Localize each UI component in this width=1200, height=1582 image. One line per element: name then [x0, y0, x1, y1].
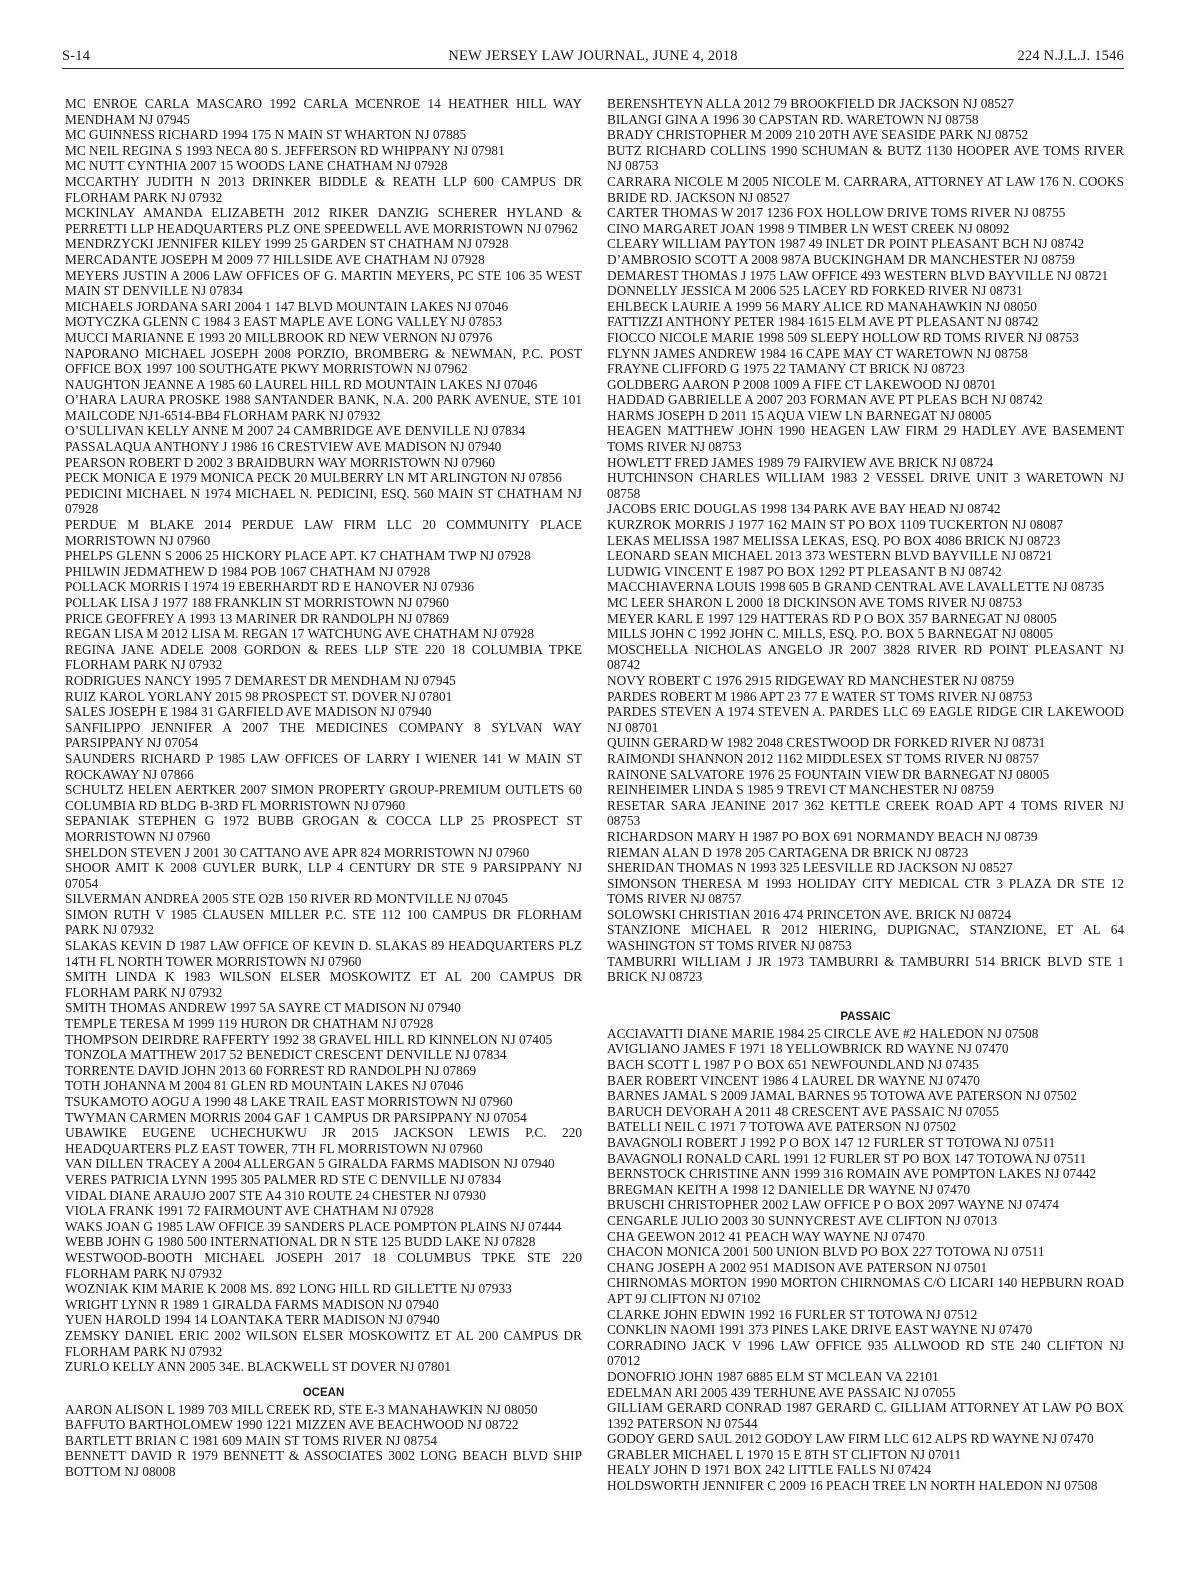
directory-entry: TAMBURRI WILLIAM J JR 1973 TAMBURRI & TAMBURRI 514 BRICK BLVD STE 1 BRICK NJ 08723: [607, 953, 1124, 985]
directory-entry: FIOCCO NICOLE MARIE 1998 509 SLEEPY HOLLOW RD TOMS RIVER NJ 08753: [607, 329, 1079, 345]
directory-entry: WESTWOOD-BOOTH MICHAEL JOSEPH 2017 18 COLUMBUS TPKE STE 220 FLORHAM PARK NJ 07932: [65, 1249, 582, 1281]
directory-entry: PERDUE M BLAKE 2014 PERDUE LAW FIRM LLC 20 COMMUNITY PLACE MORRISTOWN NJ 07960: [65, 517, 582, 548]
section-title-passaic: PASSAIC: [840, 1010, 891, 1023]
directory-entry: SALES JOSEPH E 1984 31 GARFIELD AVE MADISON NJ 07940: [65, 704, 432, 720]
directory-entry: BATELLI NEIL C 1971 7 TOTOWA AVE PATERSON NJ 07502: [607, 1119, 957, 1135]
directory-entry: BAFFUTO BARTHOLOMEW 1990 1221 MIZZEN AVE BEACHWOOD NJ 08722: [65, 1417, 519, 1433]
directory-entry: VIOLA FRANK 1991 72 FAIRMOUNT AVE CHATHAM NJ 07928: [65, 1203, 434, 1219]
directory-entry: SAUNDERS RICHARD P 1985 LAW OFFICES OF LARRY I WIENER 141 W MAIN ST ROCKAWAY NJ 07866: [65, 750, 582, 782]
directory-entry: RAINONE SALVATORE 1976 25 FOUNTAIN VIEW DR BARNEGAT NJ 08005: [607, 766, 1050, 782]
directory-entry: PECK MONICA E 1979 MONICA PECK 20 MULBERRY LN MT ARLINGTON NJ 07856: [65, 470, 562, 486]
directory-entry: HEAGEN MATTHEW JOHN 1990 HEAGEN LAW FIRM 29 HADLEY AVE BASEMENT TOMS RIVER NJ 08753: [607, 423, 1124, 455]
directory-entry: CENGARLE JULIO 2003 30 SUNNYCREST AVE CLIFTON NJ 07013: [607, 1212, 998, 1228]
directory-entry: CINO MARGARET JOAN 1998 9 TIMBER LN WEST CREEK NJ 08092: [607, 220, 1010, 236]
directory-entry: MCCARTHY JUDITH N 2013 DRINKER BIDDLE & REATH LLP 600 CAMPUS DR FLORHAM PARK NJ 07932: [65, 173, 582, 205]
journal-citation: 224 N.J.L.J. 1546: [1017, 48, 1124, 64]
directory-entry: AARON ALISON L 1989 703 MILL CREEK RD, STE E-3 MANAHAWKIN NJ 08050: [65, 1401, 538, 1417]
directory-entry: BERNSTOCK CHRISTINE ANN 1999 316 ROMAIN AVE POMPTON LAKES NJ 07442: [607, 1166, 1097, 1182]
directory-entry: FRAYNE CLIFFORD G 1975 22 TAMANY CT BRICK NJ 08723: [607, 361, 965, 377]
directory-entry: REINHEIMER LINDA S 1985 9 TREVI CT MANCHESTER NJ 08759: [607, 782, 994, 798]
directory-entry: BENNETT DAVID R 1979 BENNETT & ASSOCIATES 3002 LONG BEACH BLVD SHIP BOTTOM NJ 08008: [65, 1448, 582, 1480]
directory-entry: NOVY ROBERT C 1976 2915 RIDGEWAY RD MANCHESTER NJ 08759: [607, 672, 1015, 688]
directory-entry: BAER ROBERT VINCENT 1986 4 LAUREL DR WAYNE NJ 07470: [607, 1072, 980, 1088]
directory-entry: MEYER KARL E 1997 129 HATTERAS RD P O BOX 357 BARNEGAT NJ 08005: [607, 610, 1057, 626]
directory-entry: TONZOLA MATTHEW 2017 52 BENEDICT CRESCENT DENVILLE NJ 07834: [65, 1047, 507, 1063]
directory-entry: SILVERMAN ANDREA 2005 STE O2B 150 RIVER RD MONTVILLE NJ 07045: [65, 891, 508, 907]
directory-entry: MILLS JOHN C 1992 JOHN C. MILLS, ESQ. P.O. BOX 5 BARNEGAT NJ 08005: [607, 626, 1053, 642]
directory-entry: CONKLIN NAOMI 1991 373 PINES LAKE DRIVE EAST WAYNE NJ 07470: [607, 1322, 1033, 1338]
directory-entry: PARDES ROBERT M 1986 APT 23 77 E WATER ST TOMS RIVER NJ 08753: [607, 688, 1033, 704]
directory-entry: ZURLO KELLY ANN 2005 34E. BLACKWELL ST DOVER NJ 07801: [65, 1359, 451, 1375]
directory-entry: WEBB JOHN G 1980 500 INTERNATIONAL DR N STE 125 BUDD LAKE NJ 07828: [65, 1234, 536, 1250]
directory-entry: CHA GEEWON 2012 41 PEACH WAY WAYNE NJ 07470: [607, 1228, 925, 1244]
left-section2-entries: [65, 1402, 582, 1480]
directory-entry: GRABLER MICHAEL L 1970 15 E 8TH ST CLIFTON NJ 07011: [607, 1446, 962, 1462]
directory-entry: BAVAGNOLI ROBERT J 1992 P O BOX 147 12 FURLER ST TOTOWA NJ 07511: [607, 1135, 1056, 1150]
directory-entry: LEONARD SEAN MICHAEL 2013 373 WESTERN BLVD BAYVILLE NJ 08721: [607, 548, 1053, 564]
directory-entry: MENDRZYCKI JENNIFER KILEY 1999 25 GARDEN ST CHATHAM NJ 07928: [65, 236, 509, 252]
directory-entry: EDELMAN ARI 2005 439 TERHUNE AVE PASSAIC NJ 07055: [607, 1384, 956, 1400]
directory-entry: RESETAR SARA JEANINE 2017 362 KETTLE CREEK ROAD APT 4 TOMS RIVER NJ 08753: [607, 797, 1124, 829]
page-header: [62, 48, 1124, 70]
directory-entry: SLAKAS KEVIN D 1987 LAW OFFICE OF KEVIN D. SLAKAS 89 HEADQUARTERS PLZ 14TH FL NORTH TOWER MORRISTOWN NJ 07960: [65, 938, 582, 969]
directory-entry: PRICE GEOFFREY A 1993 13 MARINER DR RANDOLPH NJ 07869: [65, 610, 450, 626]
directory-entry: SEPANIAK STEPHEN G 1972 BUBB GROGAN & COCCA LLP 25 PROSPECT ST MORRISTOWN NJ 07960: [65, 813, 582, 844]
directory-entry: MUCCI MARIANNE E 1993 20 MILLBROOK RD NEW VERNON NJ 07976: [65, 329, 493, 345]
journal-title: NEW JERSEY LAW JOURNAL, JUNE 4, 2018: [448, 48, 738, 64]
directory-entry: MACCHIAVERNA LOUIS 1998 605 B GRAND CENTRAL AVE LAVALLETTE NJ 08735: [607, 579, 1105, 595]
directory-entry: TWYMAN CARMEN MORRIS 2004 GAF 1 CAMPUS DR PARSIPPANY NJ 07054: [65, 1109, 527, 1125]
directory-entry: DONNELLY JESSICA M 2006 525 LACEY RD FORKED RIVER NJ 08731: [607, 283, 1023, 299]
directory-entry: HADDAD GABRIELLE A 2007 203 FORMAN AVE PT PLEAS BCH NJ 08742: [607, 392, 1043, 408]
directory-entry: HOWLETT FRED JAMES 1989 79 FAIRVIEW AVE BRICK NJ 08724: [607, 454, 994, 470]
header-rule: [62, 68, 1124, 69]
directory-entry: CHIRNOMAS MORTON 1990 MORTON CHIRNOMAS C/O LICARI 140 HEPBURN ROAD APT 9J CLIFTON NJ 07102: [607, 1275, 1124, 1306]
directory-entry: NAUGHTON JEANNE A 1985 60 LAUREL HILL RD MOUNTAIN LAKES NJ 07046: [65, 376, 538, 392]
directory-entry: MC NUTT CYNTHIA 2007 15 WOODS LANE CHATHAM NJ 07928: [65, 158, 448, 174]
directory-entry: PHELPS GLENN S 2006 25 HICKORY PLACE APT. K7 CHATHAM TWP NJ 07928: [65, 548, 531, 564]
directory-entry: VIDAL DIANE ARAUJO 2007 STE A4 310 ROUTE 24 CHESTER NJ 07930: [65, 1187, 486, 1203]
directory-entry: QUINN GERARD W 1982 2048 CRESTWOOD DR FORKED RIVER NJ 08731: [607, 735, 1046, 751]
directory-entry: PASSALAQUA ANTHONY J 1986 16 CRESTVIEW AVE MADISON NJ 07940: [65, 439, 502, 455]
section-title-ocean: OCEAN: [302, 1386, 345, 1399]
directory-entry: DEMAREST THOMAS J 1975 LAW OFFICE 493 WESTERN BLVD BAYVILLE NJ 08721: [607, 267, 1109, 283]
directory-entry: REGINA JANE ADELE 2008 GORDON & REES LLP STE 220 18 COLUMBIA TPKE FLORHAM PARK NJ 07932: [65, 641, 582, 673]
directory-entry: MC ENROE CARLA MASCARO 1992 CARLA MCENROE 14 HEATHER HILL WAY MENDHAM NJ 07945: [65, 96, 582, 127]
directory-entry: NAPORANO MICHAEL JOSEPH 2008 PORZIO, BROMBERG & NEWMAN, P.C. POST OFFICE BOX 1997 100 SOUTHGATE PKWY MORRISTOWN NJ 07962: [65, 345, 582, 377]
left-column: [65, 96, 582, 1480]
right-column: [607, 96, 1124, 1494]
directory-entry: WAKS JOAN G 1985 LAW OFFICE 39 SANDERS PLACE POMPTON PLAINS NJ 07444: [65, 1218, 562, 1234]
directory-entry: SHELDON STEVEN J 2001 30 CATTANO AVE APR 824 MORRISTOWN NJ 07960: [65, 844, 530, 860]
directory-entry: TORRENTE DAVID JOHN 2013 60 FORREST RD RANDOLPH NJ 07869: [65, 1062, 477, 1078]
directory-entry: CARTER THOMAS W 2017 1236 FOX HOLLOW DRIVE TOMS RIVER NJ 08755: [607, 205, 1066, 221]
directory-entry: SCHULTZ HELEN AERTKER 2007 SIMON PROPERTY GROUP-PREMIUM OUTLETS 60 COLUMBIA RD BLDG B-3RD FL MORRISTOWN NJ 07960: [65, 782, 582, 813]
directory-entry: CARRARA NICOLE M 2005 NICOLE M. CARRARA, ATTORNEY AT LAW 176 N. COOKS BRIDE RD. JACKSON NJ 08527: [607, 173, 1124, 205]
directory-entry: RUIZ KAROL YORLANY 2015 98 PROSPECT ST. DOVER NJ 07801: [65, 688, 453, 704]
directory-entry: BARUCH DEVORAH A 2011 48 CRESCENT AVE PASSAIC NJ 07055: [607, 1103, 999, 1119]
directory-entry: BILANGI GINA A 1996 30 CAPSTAN RD. WARETOWN NJ 08758: [607, 111, 979, 127]
directory-entry: WOZNIAK KIM MARIE K 2008 MS. 892 LONG HILL RD GILLETTE NJ 07933: [65, 1281, 512, 1297]
right-section2-entries: [607, 1026, 1124, 1494]
directory-entry: CHACON MONICA 2001 500 UNION BLVD PO BOX 227 TOTOWA NJ 07511: [607, 1244, 1045, 1260]
directory-entry: MC NEIL REGINA S 1993 NECA 80 S. JEFFERSON RD WHIPPANY NJ 07981: [65, 142, 505, 158]
directory-entry: BAVAGNOLI RONALD CARL 1991 12 FURLER ST PO BOX 147 TOTOWA NJ 07511: [607, 1150, 1087, 1166]
directory-entry: CLEARY WILLIAM PAYTON 1987 49 INLET DR POINT PLEASANT BCH NJ 08742: [607, 236, 1085, 252]
directory-entry: BREGMAN KEITH A 1998 12 DANIELLE DR WAYNE NJ 07470: [607, 1181, 971, 1197]
directory-entry: SMITH LINDA K 1983 WILSON ELSER MOSKOWITZ ET AL 200 CAMPUS DR FLORHAM PARK NJ 07932: [65, 969, 582, 1000]
directory-entry: BERENSHTEYN ALLA 2012 79 BROOKFIELD DR JACKSON NJ 08527: [607, 96, 1015, 111]
directory-entry: CORRADINO JACK V 1996 LAW OFFICE 935 ALLWOOD RD STE 240 CLIFTON NJ 07012: [607, 1337, 1124, 1369]
directory-entry: JACOBS ERIC DOUGLAS 1998 134 PARK AVE BAY HEAD NJ 08742: [607, 501, 1001, 517]
directory-entry: MC LEER SHARON L 2000 18 DICKINSON AVE TOMS RIVER NJ 08753: [607, 595, 1023, 610]
directory-entry: BARTLETT BRIAN C 1981 609 MAIN ST TOMS RIVER NJ 08754: [65, 1432, 438, 1448]
directory-entry: TEMPLE TERESA M 1999 119 HURON DR CHATHAM NJ 07928: [65, 1016, 434, 1032]
directory-entry: THOMPSON DEIRDRE RAFFERTY 1992 38 GRAVEL HILL RD KINNELON NJ 07405: [65, 1031, 553, 1047]
directory-entry: SIMON RUTH V 1985 CLAUSEN MILLER P.C. STE 112 100 CAMPUS DR FLORHAM PARK NJ 07932: [65, 906, 582, 938]
directory-entry: STANZIONE MICHAEL R 2012 HIERING, DUPIGNAC, STANZIONE, ET AL 64 WASHINGTON ST TOMS RIVER NJ 08753: [607, 922, 1124, 954]
directory-entry: LEKAS MELISSA 1987 MELISSA LEKAS, ESQ. PO BOX 4086 BRICK NJ 08723: [607, 532, 1061, 548]
directory-entry: LUDWIG VINCENT E 1987 PO BOX 1292 PT PLEASANT B NJ 08742: [607, 563, 1002, 579]
directory-entry: MICHAELS JORDANA SARI 2004 1 147 BLVD MOUNTAIN LAKES NJ 07046: [65, 298, 509, 314]
directory-entry: MERCADANTE JOSEPH M 2009 77 HILLSIDE AVE CHATHAM NJ 07928: [65, 251, 485, 267]
directory-entry: RICHARDSON MARY H 1987 PO BOX 691 NORMANDY BEACH NJ 08739: [607, 828, 1038, 844]
directory-entry: ACCIAVATTI DIANE MARIE 1984 25 CIRCLE AVE #2 HALEDON NJ 07508: [607, 1025, 1039, 1041]
directory-entry: HUTCHINSON CHARLES WILLIAM 1983 2 VESSEL DRIVE UNIT 3 WARETOWN NJ 08758: [607, 470, 1124, 501]
directory-entry: POLLAK LISA J 1977 188 FRANKLIN ST MORRISTOWN NJ 07960: [65, 595, 450, 610]
directory-entry: SHERIDAN THOMAS N 1993 325 LEESVILLE RD JACKSON NJ 08527: [607, 860, 1013, 876]
directory-entry: BRADY CHRISTOPHER M 2009 210 20TH AVE SEASIDE PARK NJ 08752: [607, 127, 1029, 143]
directory-entry: WRIGHT LYNN R 1989 1 GIRALDA FARMS MADISON NJ 07940: [65, 1296, 439, 1312]
directory-entry: AVIGLIANO JAMES F 1971 18 YELLOWBRICK RD WAYNE NJ 07470: [607, 1041, 1009, 1057]
directory-entry: MOTYCZKA GLENN C 1984 3 EAST MAPLE AVE LONG VALLEY NJ 07853: [65, 314, 502, 330]
left-entries: [65, 96, 582, 1375]
directory-entry: SOLOWSKI CHRISTIAN 2016 474 PRINCETON AVE. BRICK NJ 08724: [607, 906, 1011, 922]
directory-entry: POLLACK MORRIS I 1974 19 EBERHARDT RD E HANOVER NJ 07936: [65, 579, 475, 595]
directory-entry: BRUSCHI CHRISTOPHER 2002 LAW OFFICE P O BOX 2097 WAYNE NJ 07474: [607, 1197, 1059, 1213]
directory-entry: UBAWIKE EUGENE UCHECHUKWU JR 2015 JACKSON LEWIS P.C. 220 HEADQUARTERS PLZ EAST TOWER, 7TH FL MORRISTOWN NJ 07960: [65, 1125, 582, 1156]
directory-entry: VERES PATRICIA LYNN 1995 305 PALMER RD STE C DENVILLE NJ 07834: [65, 1171, 502, 1187]
directory-entry: TOTH JOHANNA M 2004 81 GLEN RD MOUNTAIN LAKES NJ 07046: [65, 1078, 464, 1094]
directory-entry: RODRIGUES NANCY 1995 7 DEMAREST DR MENDHAM NJ 07945: [65, 672, 456, 688]
directory-entry: KURZROK MORRIS J 1977 162 MAIN ST PO BOX 1109 TUCKERTON NJ 08087: [607, 517, 1064, 533]
directory-entry: SMITH THOMAS ANDREW 1997 5A SAYRE CT MADISON NJ 07940: [65, 1000, 461, 1016]
directory-entry: RIEMAN ALAN D 1978 205 CARTAGENA DR BRICK NJ 08723: [607, 844, 969, 860]
directory-entry: PEDICINI MICHAEL N 1974 MICHAEL N. PEDICINI, ESQ. 560 MAIN ST CHATHAM NJ 07928: [65, 485, 582, 517]
directory-entry: FATTIZZI ANTHONY PETER 1984 1615 ELM AVE PT PLEASANT NJ 08742: [607, 314, 1039, 330]
directory-entry: HOLDSWORTH JENNIFER C 2009 16 PEACH TREE LN NORTH HALEDON NJ 07508: [607, 1478, 1098, 1494]
directory-entry: O’SULLIVAN KELLY ANNE M 2007 24 CAMBRIDGE AVE DENVILLE NJ 07834: [65, 423, 526, 439]
directory-entry: SANFILIPPO JENNIFER A 2007 THE MEDICINES COMPANY 8 SYLVAN WAY PARSIPPANY NJ 07054: [65, 719, 582, 751]
directory-entry: GODOY GERD SAUL 2012 GODOY LAW FIRM LLC 612 ALPS RD WAYNE NJ 07470: [607, 1431, 1094, 1447]
directory-entry: TSUKAMOTO AOGU A 1990 48 LAKE TRAIL EAST MORRISTOWN NJ 07960: [65, 1094, 513, 1109]
directory-entry: GILLIAM GERARD CONRAD 1987 GERARD C. GILLIAM ATTORNEY AT LAW PO BOX 1392 PATERSON NJ 07544: [607, 1400, 1124, 1431]
directory-entry: BUTZ RICHARD COLLINS 1990 SCHUMAN & BUTZ 1130 HOOPER AVE TOMS RIVER NJ 08753: [607, 142, 1124, 174]
directory-entry: CLARKE JOHN EDWIN 1992 16 FURLER ST TOTOWA NJ 07512: [607, 1306, 978, 1322]
directory-entry: PHILWIN JEDMATHEW D 1984 POB 1067 CHATHAM NJ 07928: [65, 563, 431, 579]
directory-entry: D’AMBROSIO SCOTT A 2008 987A BUCKINGHAM DR MANCHESTER NJ 08759: [607, 251, 1075, 267]
page-number: S-14: [62, 48, 91, 64]
directory-entry: HEALY JOHN D 1971 BOX 242 LITTLE FALLS NJ 07424: [607, 1462, 932, 1478]
directory-entry: O’HARA LAURA PROSKE 1988 SANTANDER BANK, N.A. 200 PARK AVENUE, STE 101 MAILCODE NJ1-6514-BB4 FLORHAM PARK NJ 07932: [65, 392, 582, 423]
directory-entry: SHOOR AMIT K 2008 CUYLER BURK, LLP 4 CENTURY DR STE 9 PARSIPPANY NJ 07054: [65, 860, 582, 891]
directory-entry: GOLDBERG AARON P 2008 1009 A FIFE CT LAKEWOOD NJ 08701: [607, 376, 997, 392]
directory-entry: REGAN LISA M 2012 LISA M. REGAN 17 WATCHUNG AVE CHATHAM NJ 07928: [65, 626, 534, 642]
directory-entry: PARDES STEVEN A 1974 STEVEN A. PARDES LLC 69 EAGLE RIDGE CIR LAKEWOOD NJ 08701: [607, 704, 1124, 735]
directory-entry: HARMS JOSEPH D 2011 15 AQUA VIEW LN BARNEGAT NJ 08005: [607, 407, 992, 423]
directory-entry: YUEN HAROLD 1994 14 LOANTAKA TERR MADISON NJ 07940: [65, 1312, 440, 1328]
directory-entry: BARNES JAMAL S 2009 JAMAL BARNES 95 TOTOWA AVE PATERSON NJ 07502: [607, 1088, 1078, 1104]
directory-entry: VAN DILLEN TRACEY A 2004 ALLERGAN 5 GIRALDA FARMS MADISON NJ 07940: [65, 1156, 555, 1172]
directory-entry: ZEMSKY DANIEL ERIC 2002 WILSON ELSER MOSKOWITZ ET AL 200 CAMPUS DR FLORHAM PARK NJ 07932: [65, 1327, 582, 1359]
directory-entry: RAIMONDI SHANNON 2012 1162 MIDDLESEX ST TOMS RIVER NJ 08757: [607, 750, 1040, 766]
directory-entry: MEYERS JUSTIN A 2006 LAW OFFICES OF G. MARTIN MEYERS, PC STE 106 35 WEST MAIN ST DENVILLE NJ 07834: [65, 267, 582, 299]
directory-entry: EHLBECK LAURIE A 1999 56 MARY ALICE RD MANAHAWKIN NJ 08050: [607, 298, 1037, 314]
right-entries: [607, 96, 1124, 985]
directory-entry: MOSCHELLA NICHOLAS ANGELO JR 2007 3828 RIVER RD POINT PLEASANT NJ 08742: [607, 641, 1124, 673]
directory-entry: PEARSON ROBERT D 2002 3 BRAIDBURN WAY MORRISTOWN NJ 07960: [65, 454, 496, 470]
directory-entry: MC GUINNESS RICHARD 1994 175 N MAIN ST WHARTON NJ 07885: [65, 127, 467, 143]
directory-entry: DONOFRIO JOHN 1987 6885 ELM ST MCLEAN VA 22101: [607, 1368, 939, 1384]
directory-entry: CHANG JOSEPH A 2002 951 MADISON AVE PATERSON NJ 07501: [607, 1259, 988, 1275]
directory-entry: BACH SCOTT L 1987 P O BOX 651 NEWFOUNDLAND NJ 07435: [607, 1057, 979, 1073]
directory-entry: SIMONSON THERESA M 1993 HOLIDAY CITY MEDICAL CTR 3 PLAZA DR STE 12 TOMS RIVER NJ 08757: [607, 875, 1124, 907]
directory-entry: MCKINLAY AMANDA ELIZABETH 2012 RIKER DANZIG SCHERER HYLAND & PERRETTI LLP HEADQUARTERS PLZ ONE SPEEDWELL AVE MORRISTOWN NJ 07962: [65, 205, 582, 236]
directory-entry: FLYNN JAMES ANDREW 1984 16 CAPE MAY CT WARETOWN NJ 08758: [607, 345, 1028, 361]
